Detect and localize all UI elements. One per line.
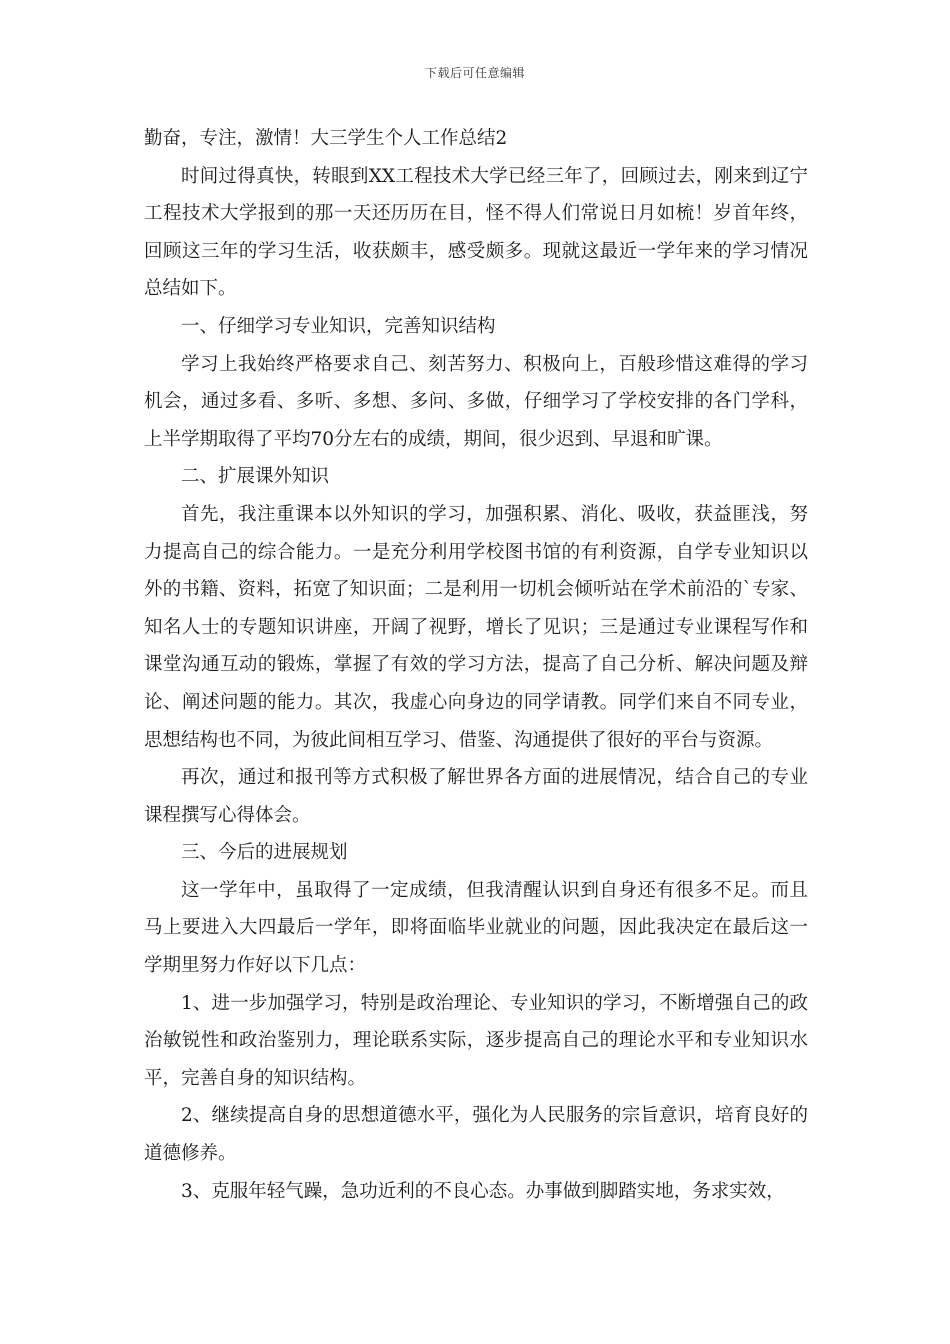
paragraph-study: 学习上我始终严格要求自己、刻苦努力、积极向上，百般珍惜这难得的学习机会，通过多看、多听、多想、多问、多做，仔细学习了学校安排的各门学科，上半学期取得了平均70分左右的成绩，期间，很少迟到、早退和旷课。 <box>144 353 808 450</box>
paragraph-plan-intro: 这一学年中，虽取得了一定成绩，但我清醒认识到自身还有很多不足。而且马上要进入大四最后一学年，即将面临毕业就业的问题，因此我决定在最后这一学期里努力作好以下几点： <box>144 879 808 977</box>
document-title: 勤奋，专注，激情！大三学生个人工作总结2 <box>144 128 508 149</box>
paragraph-again: 再次，通过和报刊等方式积极了解世界各方面的进展情况，结合自己的专业课程撰写心得体会。 <box>144 767 808 826</box>
list-item-2: 2、继续提高自身的思想道德水平，强化为人民服务的宗旨意识，培育良好的道德修养。 <box>144 1105 808 1165</box>
list-item-1: 1、进一步加强学习，特别是政治理论、专业知识的学习，不断增强自己的政治敏锐性和政治鉴别力，理论联系实际，逐步提高自己的理论水平和专业知识水平，完善自身的知识结构。 <box>144 992 808 1089</box>
section-heading-1: 一、仔细学习专业知识，完善知识结构 <box>181 315 496 337</box>
document-body <box>144 120 808 1210</box>
paragraph-extracurricular: 首先，我注重课本以外知识的学习，加强积累、消化、吸收，获益匪浅，努力提高自己的综合能力。一是充分利用学校图书馆的有利资源，自学专业知识以外的书籍、资料，拓宽了知识面；二是利用一切机会倾听站在学术前沿的`专家、知名人士的专题知识讲座，开阔了视野，增长了见识；三是通过专业课程写作和课堂沟通互动的锻炼，掌握了有效的学习方法，提高了自己分析、解决问题及辩论、阐述问题的能力。其次，我虚心向身边的同学请教。同学们来自不同专业，思想结构也不同，为彼此间相互学习、借鉴、沟通提供了很好的平台与资源。 <box>144 503 808 751</box>
section-heading-3: 三、今后的进展规划 <box>181 842 348 864</box>
paragraph-intro: 时间过得真快，转眼到XX工程技术大学已经三年了，回顾过去，刚来到辽宁工程技术大学报到的那一天还历历在目，怪不得人们常说日月如梳！岁首年终，回顾这三年的学习生活，收获颇丰，感受颇多。现就这最近一学年来的学习情况总结如下。 <box>144 165 808 300</box>
list-item-3: 3、克服年轻气躁，急功近利的不良心态。办事做到脚踏实地，务求实效， <box>181 1180 785 1202</box>
page-header: 下载后可任意编辑 <box>424 66 525 80</box>
section-heading-2: 二、扩展课外知识 <box>181 466 330 488</box>
